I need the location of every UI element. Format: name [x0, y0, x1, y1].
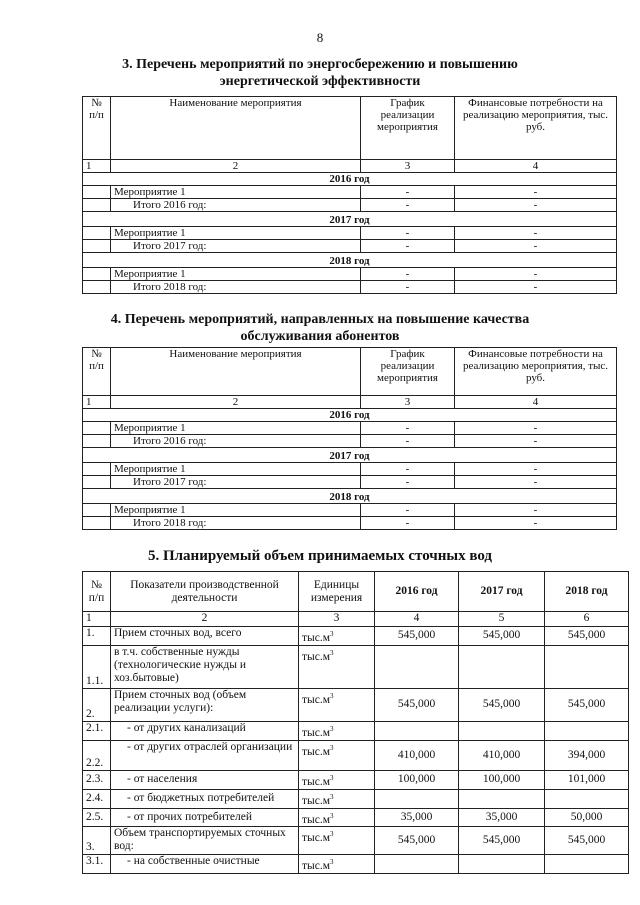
- s5-row-name: в т.ч. собственные нужды (технологические нужды и хоз.бытовые): [111, 645, 299, 688]
- s5-header-indicator: Показатели производственной деятельности: [111, 572, 299, 612]
- s5-row-unit: $тыс.м^3$: [299, 721, 375, 740]
- s3-year-row: 2018 год: [83, 253, 617, 268]
- s4-event: Мероприятие 1: [111, 504, 361, 517]
- s3-cell: [83, 240, 111, 253]
- s3-cell: [83, 268, 111, 281]
- s5-row-number: 1.1.: [83, 645, 111, 688]
- s3-dash: -: [455, 268, 617, 281]
- s4-colnum: 3: [361, 396, 455, 409]
- s5-value-2016: 410,000: [375, 740, 459, 770]
- s4-colnum: 4: [455, 396, 617, 409]
- s4-dash: -: [361, 504, 455, 517]
- s5-header-2016: 2016 год: [375, 572, 459, 612]
- s5-value-2018: [545, 721, 629, 740]
- section5-title: 5. Планируемый объем принимаемых сточных вод: [147, 548, 493, 564]
- s5-header-2018: 2018 год: [545, 572, 629, 612]
- s5-value-2017: 410,000: [459, 740, 545, 770]
- s3-event: Мероприятие 1: [111, 268, 361, 281]
- s4-cell: [83, 517, 111, 530]
- s5-row-name: - от других отраслей организации: [111, 740, 299, 770]
- s4-cell: [83, 422, 111, 435]
- s3-cell: [83, 281, 111, 294]
- s4-header-number: № п/п: [83, 348, 111, 396]
- s4-event: Мероприятие 1: [111, 463, 361, 476]
- s5-row-number: 2.1.: [83, 721, 111, 740]
- s4-dash: -: [455, 476, 617, 489]
- s3-event: Мероприятие 1: [111, 186, 361, 199]
- s5-value-2016: 545,000: [375, 688, 459, 721]
- s3-dash: -: [455, 240, 617, 253]
- s5-value-2017: 35,000: [459, 808, 545, 827]
- s4-dash: -: [361, 463, 455, 476]
- s5-row-unit: $тыс.м^3$: [299, 808, 375, 827]
- s5-row-unit: $тыс.м^3$: [299, 740, 375, 770]
- s5-value-2018: 545,000: [545, 688, 629, 721]
- s4-year-row: 2016 год: [83, 409, 617, 422]
- s4-colnum: 2: [111, 396, 361, 409]
- s5-row-number: 2.3.: [83, 770, 111, 789]
- s3-year-row: 2016 год: [83, 173, 617, 186]
- s5-value-2016: [375, 721, 459, 740]
- s5-value-2017: [459, 855, 545, 874]
- s5-value-2018: [545, 855, 629, 874]
- section4-table: [82, 347, 617, 530]
- s4-cell: [83, 435, 111, 448]
- s4-dash: -: [361, 476, 455, 489]
- s5-colnum: 4: [375, 612, 459, 627]
- s3-cell: [83, 199, 111, 212]
- page-number: 8: [316, 30, 324, 45]
- section4-title: 4. Перечень мероприятий, направленных на повышение качества обслуживания абонентов: [110, 312, 530, 344]
- s4-header-name: Наименование мероприятия: [111, 348, 361, 396]
- s3-dash: -: [361, 281, 455, 294]
- s3-dash: -: [455, 199, 617, 212]
- s4-dash: -: [361, 435, 455, 448]
- s3-colnum: 4: [455, 160, 617, 173]
- s5-row-name: - от бюджетных потребителей: [111, 789, 299, 808]
- s5-header-number: № п/п: [83, 572, 111, 612]
- s5-colnum: 1: [83, 612, 111, 627]
- s5-row-number: 2.4.: [83, 789, 111, 808]
- s5-row-name: Прием сточных вод (объем реализации услуги):: [111, 688, 299, 721]
- s5-header-2017: 2017 год: [459, 572, 545, 612]
- s3-total: Итого 2016 год:: [111, 199, 361, 212]
- s4-cell: [83, 476, 111, 489]
- s3-dash: -: [361, 186, 455, 199]
- s5-row-number: 2.5.: [83, 808, 111, 827]
- s3-dash: -: [361, 199, 455, 212]
- s4-cell: [83, 504, 111, 517]
- s4-dash: -: [455, 517, 617, 530]
- s3-total: Итого 2018 год:: [111, 281, 361, 294]
- s4-cell: [83, 463, 111, 476]
- s5-row-unit: $тыс.м^3$: [299, 827, 375, 855]
- s5-colnum: 6: [545, 612, 629, 627]
- s5-value-2018: [545, 789, 629, 808]
- s5-row-unit: $тыс.м^3$: [299, 855, 375, 874]
- s5-value-2016: [375, 789, 459, 808]
- s4-event: Мероприятие 1: [111, 422, 361, 435]
- s3-cell: [83, 227, 111, 240]
- s5-value-2017: [459, 789, 545, 808]
- s3-header-schedule: График реализации мероприятия: [361, 97, 455, 160]
- s5-row-number: 3.: [83, 827, 111, 855]
- s4-header-finance: Финансовые потребности на реализацию мероприятия, тыс. руб.: [455, 348, 617, 396]
- s3-header-number: № п/п: [83, 97, 111, 160]
- s4-total: Итого 2017 год:: [111, 476, 361, 489]
- s5-colnum: 2: [111, 612, 299, 627]
- s5-row-name: Объем транспортируемых сточных вод:: [111, 827, 299, 855]
- s5-row-number: 3.1.: [83, 855, 111, 874]
- s5-value-2017: 100,000: [459, 770, 545, 789]
- s3-dash: -: [361, 227, 455, 240]
- s3-dash: -: [361, 268, 455, 281]
- s3-colnum: 2: [111, 160, 361, 173]
- s4-dash: -: [455, 422, 617, 435]
- section5-table: [82, 571, 629, 874]
- s5-row-unit: $тыс.м^3$: [299, 789, 375, 808]
- s5-row-unit: $тыс.м^3$: [299, 645, 375, 688]
- s3-cell: [83, 186, 111, 199]
- s4-dash: -: [455, 435, 617, 448]
- s5-colnum: 3: [299, 612, 375, 627]
- s5-value-2016: [375, 855, 459, 874]
- s4-header-schedule: График реализации мероприятия: [361, 348, 455, 396]
- s5-row-number: 1.: [83, 627, 111, 646]
- s5-value-2018: 545,000: [545, 827, 629, 855]
- s3-header-name: Наименование мероприятия: [111, 97, 361, 160]
- s5-value-2018: 545,000: [545, 627, 629, 646]
- s5-value-2016: 100,000: [375, 770, 459, 789]
- s3-header-finance: Финансовые потребности на реализацию мероприятия, тыс. руб.: [455, 97, 617, 160]
- s5-row-number: 2.2.: [83, 740, 111, 770]
- s5-value-2018: 394,000: [545, 740, 629, 770]
- s3-dash: -: [455, 281, 617, 294]
- s4-dash: -: [361, 422, 455, 435]
- s4-dash: -: [361, 517, 455, 530]
- s3-year-row: 2017 год: [83, 212, 617, 227]
- s4-total: Итого 2016 год:: [111, 435, 361, 448]
- s5-value-2017: [459, 645, 545, 688]
- section3-table: [82, 96, 617, 294]
- s5-row-name: - от прочих потребителей: [111, 808, 299, 827]
- s5-row-unit: $тыс.м^3$: [299, 770, 375, 789]
- s5-row-number: 2.: [83, 688, 111, 721]
- s5-value-2017: [459, 721, 545, 740]
- s5-row-name: - от других канализаций: [111, 721, 299, 740]
- s5-header-unit: Единицы измерения: [299, 572, 375, 612]
- s5-value-2017: 545,000: [459, 688, 545, 721]
- s5-value-2016: 545,000: [375, 627, 459, 646]
- s4-year-row: 2017 год: [83, 448, 617, 463]
- s5-value-2018: [545, 645, 629, 688]
- s3-colnum: 3: [361, 160, 455, 173]
- s5-row-name: - на собственные очистные: [111, 855, 299, 874]
- s3-colnum: 1: [83, 160, 111, 173]
- s5-row-name: - от населения: [111, 770, 299, 789]
- s3-dash: -: [455, 227, 617, 240]
- s5-row-name: Прием сточных вод, всего: [111, 627, 299, 646]
- s5-value-2016: [375, 645, 459, 688]
- s5-value-2018: 101,000: [545, 770, 629, 789]
- s5-value-2016: 545,000: [375, 827, 459, 855]
- s4-dash: -: [455, 463, 617, 476]
- s4-dash: -: [455, 504, 617, 517]
- s5-row-unit: $тыс.м^3$: [299, 627, 375, 646]
- s5-value-2017: 545,000: [459, 827, 545, 855]
- section3-title: 3. Перечень мероприятий по энергосбережению и повышению энергетической эффективности: [122, 57, 518, 89]
- s5-value-2018: 50,000: [545, 808, 629, 827]
- s4-year-row: 2018 год: [83, 489, 617, 504]
- s5-row-unit: $тыс.м^3$: [299, 688, 375, 721]
- s5-colnum: 5: [459, 612, 545, 627]
- s5-value-2016: 35,000: [375, 808, 459, 827]
- s3-dash: -: [455, 186, 617, 199]
- s4-colnum: 1: [83, 396, 111, 409]
- s3-total: Итого 2017 год:: [111, 240, 361, 253]
- s3-event: Мероприятие 1: [111, 227, 361, 240]
- s5-value-2017: 545,000: [459, 627, 545, 646]
- s3-dash: -: [361, 240, 455, 253]
- s4-total: Итого 2018 год:: [111, 517, 361, 530]
